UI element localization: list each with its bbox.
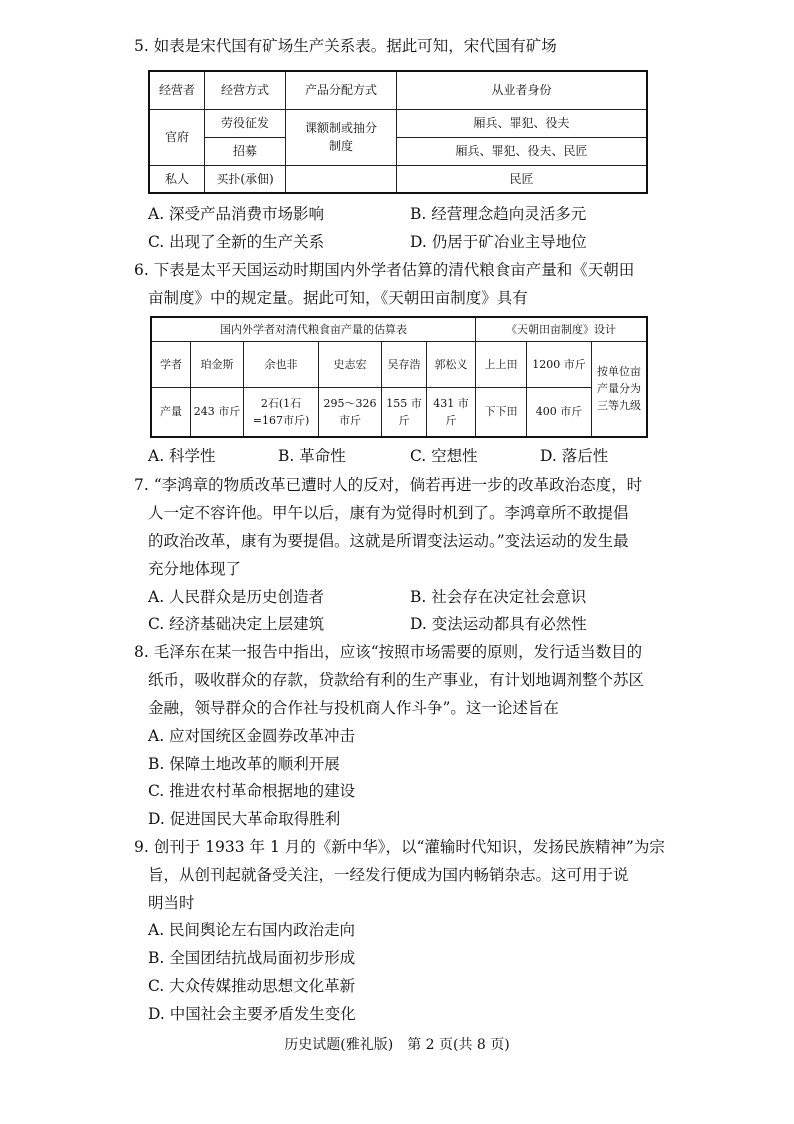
- q7-option-c: C. 经济基础决定上层建筑: [148, 615, 325, 633]
- q8-option-d: D. 促进国民大革命取得胜利: [148, 810, 341, 828]
- q6-scholar-2: 余也非: [244, 341, 319, 387]
- q5-option-c: C. 出现了全新的生产关系: [148, 233, 325, 251]
- q6-table-title-left: 国内外学者对清代粮食亩产量的估算表: [151, 317, 476, 341]
- q7-line-2: 人一定不容许他。甲午以后，康有为觉得时机到了。李鸿章所不敢提倡: [148, 504, 629, 522]
- q7-line-4: 充分地体现了: [148, 560, 242, 578]
- q8-option-a: A. 应对国统区金圆券改革冲击: [148, 727, 356, 745]
- q6-label-yield: 产量: [151, 387, 191, 437]
- q5-stem: 5. 如表是宋代国有矿场生产关系表。据此可知，宋代国有矿场: [134, 37, 557, 55]
- q6-yield-4: 155 市斤: [382, 387, 427, 437]
- q5-option-d: D. 仍居于矿冶业主导地位: [410, 233, 587, 251]
- q6-scholar-1: 珀金斯: [191, 341, 244, 387]
- q6-scholar-5: 郭松义: [427, 341, 476, 387]
- q6-option-a: A. 科学性: [148, 447, 216, 465]
- q9-option-a: A. 民间舆论左右国内政治走向: [148, 921, 356, 939]
- q8-option-b: B. 保障土地改革的顺利开展: [148, 755, 340, 773]
- q6-table: [150, 316, 648, 438]
- q5-option-a: A. 深受产品消费市场影响: [148, 205, 325, 223]
- q5-table: [148, 70, 648, 194]
- q5-cell-recruit: 招募: [205, 137, 286, 165]
- q6-yield-2: 2石(1石 =167市斤): [244, 387, 319, 437]
- q6-lower-field: 下下田: [476, 387, 527, 437]
- q9-line-1: 9. 创刊于 1933 年 1 月的《新中华》，以“灌输时代知识，发扬民族精神”为宗: [134, 838, 665, 856]
- q8-line-1: 8. 毛泽东在某一报告中指出，应该“按照市场需要的原则，发行适当数目的: [134, 643, 643, 661]
- q5-cell-gov: 官府: [149, 109, 205, 165]
- q8-line-3: 金融，领导群众的合作社与投机商人作斗争”。这一论述旨在: [148, 699, 559, 717]
- q9-option-d: D. 中国社会主要矛盾发生变化: [148, 1005, 356, 1023]
- q6-upper-value: 1200 市斤: [527, 341, 592, 387]
- q6-note: 按单位亩产量分为三等九级: [592, 341, 648, 437]
- q6-stem-line2: 亩制度》中的规定量。据此可知，《天朝田亩制度》具有: [148, 289, 528, 307]
- q7-line-1: 7. “李鸿章的物质改革已遭时人的反对，倘若再进一步的改革政治态度，时: [134, 476, 643, 494]
- q6-option-b: B. 革命性: [278, 447, 346, 465]
- q6-option-c: C. 空想性: [410, 447, 478, 465]
- page-footer: 历史试题(雅礼版) 第 2 页(共 8 页): [284, 1037, 510, 1053]
- q5-cell-workers-2: 厢兵、罪犯、役夫、民匠: [397, 137, 648, 165]
- q5-header-distribution: 产品分配方式: [286, 71, 397, 109]
- q5-cell-quota: 课额制或抽分制度: [286, 109, 397, 165]
- q6-yield-5: 431 市斤: [427, 387, 476, 437]
- q6-table-title-right: 《天朝田亩制度》设计: [476, 317, 648, 341]
- q7-line-3: 的政治改革，康有为要提倡。这就是所谓变法运动。”变法运动的发生最: [148, 532, 629, 550]
- q6-stem-line1: 6. 下表是太平天国运动时期国内外学者估算的清代粮食亩产量和《天朝田: [134, 261, 635, 279]
- q5-header-operator: 经营者: [149, 71, 205, 109]
- q6-scholar-4: 吴存浩: [382, 341, 427, 387]
- q5-option-b: B. 经营理念趋向灵活多元: [410, 205, 587, 223]
- q8-line-2: 纸币，吸收群众的存款，贷款给有利的生产事业，有计划地调剂整个苏区: [148, 671, 645, 689]
- q5-cell-empty: [286, 165, 397, 193]
- q5-cell-private: 私人: [149, 165, 205, 193]
- q6-scholar-3: 史志宏: [319, 341, 382, 387]
- q5-cell-workers-1: 厢兵、罪犯、役夫: [397, 109, 648, 137]
- q6-label-scholar: 学者: [151, 341, 191, 387]
- q5-cell-lease: 买扑(承佃): [205, 165, 286, 193]
- q7-option-a: A. 人民群众是历史创造者: [148, 588, 325, 606]
- q5-header-workers: 从业者身份: [397, 71, 648, 109]
- q7-option-b: B. 社会存在决定社会意识: [410, 588, 587, 606]
- q9-option-c: C. 大众传媒推动思想文化革新: [148, 977, 356, 995]
- q7-option-d: D. 变法运动都具有必然性: [410, 615, 587, 633]
- q9-option-b: B. 全国团结抗战局面初步形成: [148, 949, 356, 967]
- q6-yield-1: 243 市斤: [191, 387, 244, 437]
- q5-cell-workers-3: 民匠: [397, 165, 648, 193]
- q9-line-3: 明当时: [148, 894, 195, 912]
- q5-header-mode: 经营方式: [205, 71, 286, 109]
- q6-lower-value: 400 市斤: [527, 387, 592, 437]
- q9-line-2: 旨，从创刊起就备受关注，一经发行便成为国内畅销杂志。这可用于说: [148, 866, 629, 884]
- q6-option-d: D. 落后性: [540, 447, 609, 465]
- q8-option-c: C. 推进农村革命根据地的建设: [148, 782, 356, 800]
- q5-cell-corvee: 劳役征发: [205, 109, 286, 137]
- q6-yield-3: 295～326 市斤: [319, 387, 382, 437]
- q6-upper-field: 上上田: [476, 341, 527, 387]
